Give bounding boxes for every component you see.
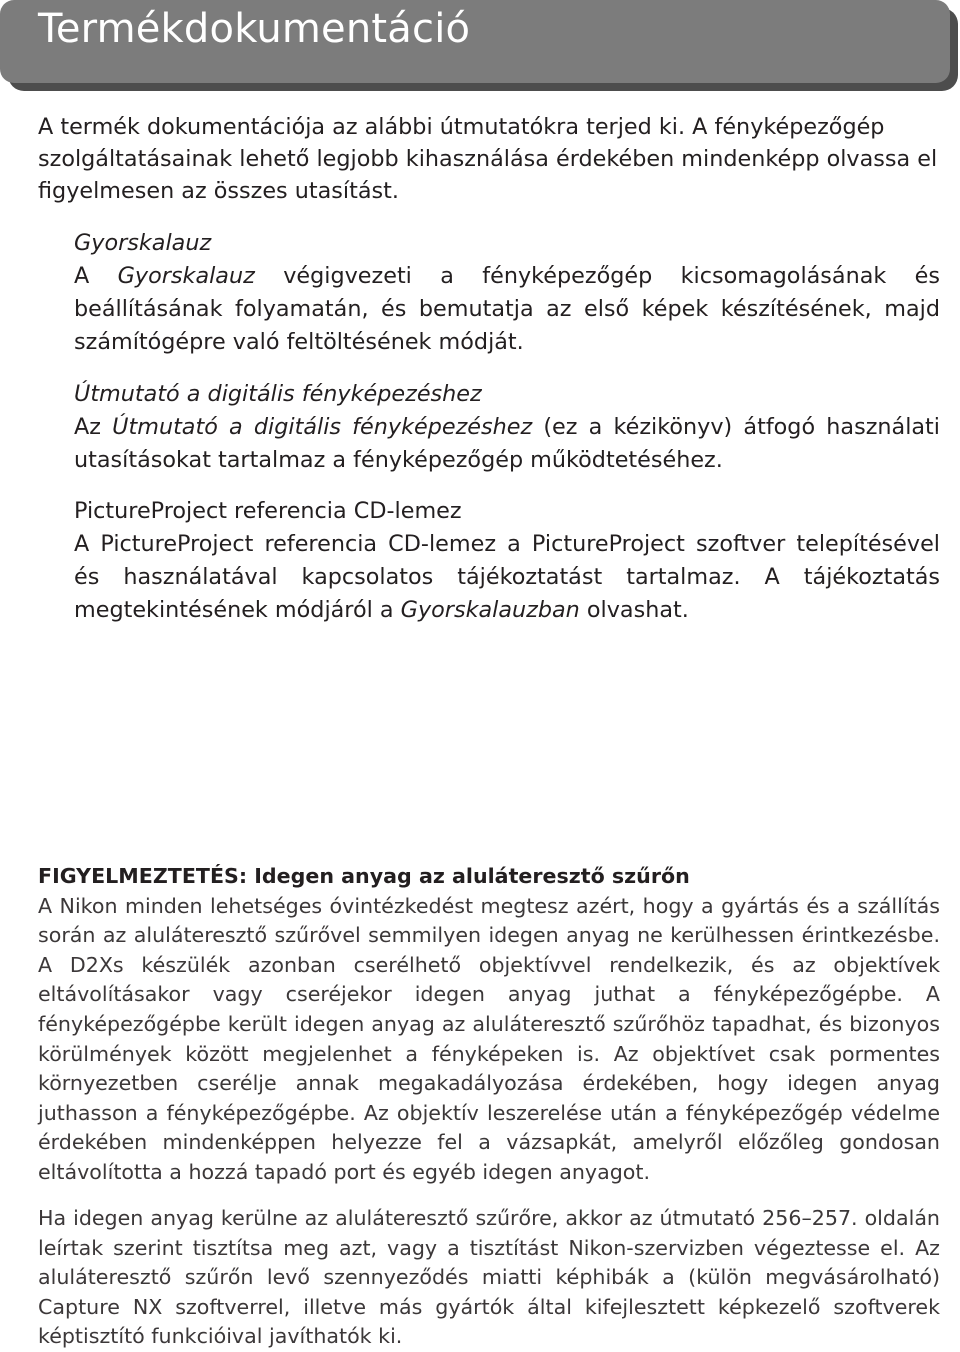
warning-box	[38, 862, 940, 1188]
body-italic-text: Gyorskalauz	[117, 263, 255, 289]
section-title: PictureProject referencia CD-lemez	[74, 498, 462, 524]
warning-title: FIGYELMEZTETÉS: Idegen anyag az aluláteresztő szűrőn	[38, 864, 690, 888]
body-text: A	[74, 263, 118, 289]
section-body	[74, 411, 940, 477]
section-quick-guide	[74, 227, 940, 359]
body-italic-text: Útmutató a digitális fényképezéshez	[112, 414, 533, 440]
section-title: Útmutató a digitális fényképezéshez	[74, 381, 482, 407]
body-text: olvashat.	[579, 597, 689, 623]
intro-paragraph: A termék dokumentációja az alábbi útmutatókra terjed ki. A fényképezőgép szolgáltatásainak lehető legjobb kihasználása érdekében mindenképp olvassa el figyelmesen az összes utasítást.	[38, 114, 938, 204]
body-text: A PictureProject referencia CD-lemez a PictureProject szoftver telepítésével és használatával kapcsolatos tájékoztatást tartalmaz. A tájékoztatás megtekintésének módjáról a	[74, 531, 940, 623]
section-title: Gyorskalauz	[74, 230, 212, 256]
section-digital-photography-guide	[74, 378, 940, 477]
section-body	[74, 528, 940, 627]
section-body	[74, 260, 940, 359]
warning-note: Ha idegen anyag kerülne az aluláteresztő szűrőre, akkor az útmutató 256–257. oldalán leírtak szerint tisztítsa meg azt, vagy a tisztítást Nikon-szervizben végeztesse el. Az aluláteresztő szűrőn levő szennyeződés miatti képhibák a (külön megvásárolható) Capture NX szoftverrel, illetve más gyártók által kifejlesztett képkezelő szoftverek képtisztító funkcióival javíthatók ki.	[38, 1206, 940, 1349]
body-text: Az	[74, 414, 113, 440]
body-text: végigvezeti a fényképezőgép kicsomagolásának és beállításának folyamatán, és bemutatja az első képek készítésének, majd számítógépre való feltöltésének módját.	[74, 263, 940, 355]
body-italic-text: Gyorskalauzban	[400, 597, 580, 623]
body-text: (ez a kézikönyv) átfogó használati utasításokat tartalmaz a fényképezőgép működtetéséhez.	[74, 414, 940, 473]
section-pictureproject-cd	[74, 495, 940, 627]
page-title: Termékdokumentáció	[38, 6, 471, 52]
page-header	[0, 0, 950, 83]
warning-body: A Nikon minden lehetséges óvintézkedést megtesz azért, hogy a gyártás és a szállítás során az aluláteresztő szűrővel semmilyen idegen anyag ne kerülhessen érintkezésbe. A D2Xs készülék azonban cserélhető objektívvel rendelkezik, és az objektívek eltávolításakor vagy cseréjekor idegen anyag juthat a fényképezőgépbe. A fényképezőgépbe került idegen anyag az aluláteresztő szűrőhöz tapadhat, és bizonyos körülmények között megjelenhet a fényképeken is. Az objektívet csak pormentes környezetben cserélje annak megakadályozása érdekében, hogy idegen anyag juthasson a fényképezőgépbe. Az objektív leszerelése után a fényképezőgép védelme érdekében mindenképpen helyezze fel a vázsapkát, amelyről előzőleg gondosan eltávolította a hozzá tapadó port és egyéb idegen anyagot.	[38, 893, 940, 1184]
